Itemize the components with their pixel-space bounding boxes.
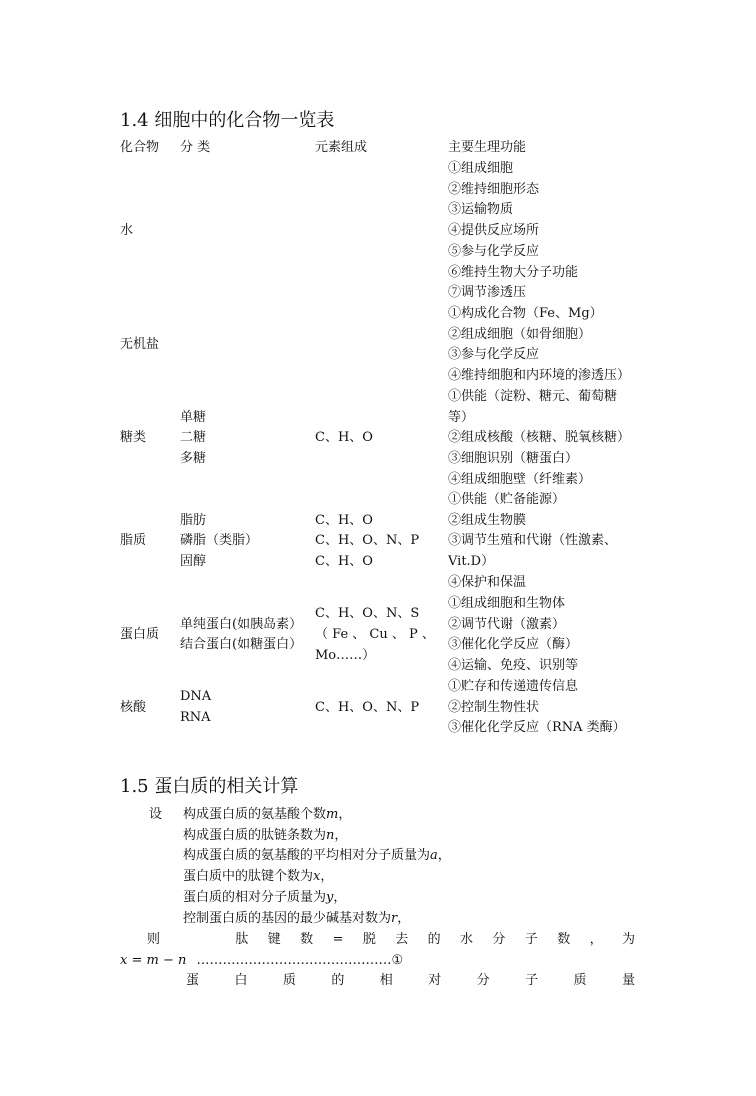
definition-text: 构成蛋白质的肽链条数为 bbox=[183, 828, 327, 843]
variable-definition bbox=[183, 869, 333, 885]
sentence-char: 水 bbox=[460, 932, 474, 947]
category-item: 结合蛋白(如糖蛋白） bbox=[180, 637, 303, 652]
function-item: Vit.D） bbox=[448, 554, 495, 569]
sentence-char: 脱 bbox=[362, 932, 376, 947]
function-item: ④维持细胞和内环境的渗透压） bbox=[448, 368, 631, 383]
category-item: 磷脂（类脂） bbox=[180, 533, 259, 548]
sentence-char: 子 bbox=[524, 932, 538, 947]
category-item: 固醇 bbox=[180, 554, 207, 569]
sentence-char: 质 bbox=[282, 973, 296, 988]
sentence-char: ， bbox=[589, 932, 603, 947]
sentence-char: 相 bbox=[379, 973, 393, 988]
definition-text: 构成蛋白质的氨基酸个数 bbox=[183, 807, 327, 822]
category-item: RNA bbox=[180, 710, 211, 725]
header-functions: 主要生理功能 bbox=[448, 140, 527, 155]
formula bbox=[120, 953, 403, 969]
category-item: DNA bbox=[180, 689, 212, 704]
variable-symbol: x bbox=[313, 869, 321, 884]
function-item: ①构成化合物（Fe、Mg） bbox=[448, 306, 603, 321]
category-item: 二糖 bbox=[180, 430, 207, 445]
function-item: ①供能（贮备能源） bbox=[448, 492, 566, 507]
formula-expression: x = m − n bbox=[120, 953, 187, 968]
compound-name: 水 bbox=[120, 223, 134, 238]
category-item: 脂肪 bbox=[180, 513, 207, 528]
compound-name: 脂质 bbox=[120, 533, 147, 548]
variable-definition bbox=[183, 848, 451, 864]
punctuation: ， bbox=[333, 890, 347, 905]
element-composition: C、H、O、N、P bbox=[315, 700, 420, 715]
compound-name: 糖类 bbox=[120, 430, 147, 445]
molecular-weight-sentence bbox=[186, 973, 635, 989]
sentence-char: 的 bbox=[331, 973, 345, 988]
function-item: ⑦调节渗透压 bbox=[448, 285, 527, 300]
variable-definition bbox=[183, 807, 351, 823]
function-item: 等） bbox=[448, 410, 475, 425]
function-item: ④提供反应场所 bbox=[448, 223, 540, 238]
sentence-char: 去 bbox=[395, 932, 409, 947]
compound-name: 核酸 bbox=[120, 700, 147, 715]
function-item: ③参与化学反应 bbox=[448, 347, 540, 362]
sentence-char: 分 bbox=[476, 973, 490, 988]
element-composition: Mo……） bbox=[315, 648, 376, 663]
function-item: ①组成细胞和生物体 bbox=[448, 596, 566, 611]
category-item: 单纯蛋白(如胰岛素） bbox=[180, 617, 303, 632]
function-item: ②控制生物性状 bbox=[448, 700, 540, 715]
sentence-char: 质 bbox=[573, 973, 587, 988]
variable-definition bbox=[183, 828, 347, 844]
function-item: ⑤参与化学反应 bbox=[448, 244, 540, 259]
sentence-char: 分 bbox=[492, 932, 506, 947]
punctuation: ， bbox=[338, 807, 352, 822]
sentence-char: 白 bbox=[234, 973, 248, 988]
sentence-char: 键 bbox=[267, 932, 281, 947]
header-category: 分 类 bbox=[180, 140, 211, 155]
element-composition: C、H、O bbox=[315, 513, 373, 528]
category-item: 多糖 bbox=[180, 451, 207, 466]
sentence-char: 肽 bbox=[235, 932, 249, 947]
sentence-char: 量 bbox=[621, 973, 635, 988]
compound-name: 蛋白质 bbox=[120, 627, 160, 642]
element-composition: C、H、O bbox=[315, 554, 373, 569]
sentence-char: 的 bbox=[427, 932, 441, 947]
header-compound: 化合物 bbox=[120, 140, 160, 155]
element-composition: C、H、O bbox=[315, 430, 373, 445]
function-item: ①组成细胞 bbox=[448, 161, 514, 176]
compound-name: 无机盐 bbox=[120, 337, 160, 352]
element-composition: C、H、O、N、S bbox=[315, 606, 420, 621]
formula-leader: ………………………………………① bbox=[196, 953, 404, 968]
function-item: ③催化化学反应（酶） bbox=[448, 637, 579, 652]
function-item: ③细胞识别（糖蛋白） bbox=[448, 451, 579, 466]
definition-text: 构成蛋白质的氨基酸的平均相对分子质量为 bbox=[183, 848, 431, 863]
function-item: ③调节生殖和代谢（性激素、 bbox=[448, 533, 618, 548]
definition-text: 蛋白质中的肽键个数为 bbox=[183, 869, 314, 884]
function-item: ②组成细胞（如骨细胞） bbox=[448, 327, 592, 342]
sentence-char: 数 bbox=[557, 932, 571, 947]
definition-text: 控制蛋白质的基因的最少碱基对数为 bbox=[183, 911, 392, 926]
variable-definition bbox=[183, 911, 410, 927]
element-composition: C、H、O、N、P bbox=[315, 533, 420, 548]
punctuation: ， bbox=[397, 911, 411, 926]
variable-symbol: r bbox=[391, 911, 398, 926]
punctuation: ， bbox=[334, 828, 348, 843]
function-item: ③运输物质 bbox=[448, 202, 514, 217]
punctuation: ， bbox=[320, 869, 334, 884]
let-label: 设 bbox=[149, 807, 163, 822]
function-item: ④组成细胞壁（纤维素） bbox=[448, 472, 592, 487]
sentence-char: 则 bbox=[147, 932, 161, 947]
sentence-char: 数 bbox=[300, 932, 314, 947]
function-item: ①供能（淀粉、糖元、葡萄糖 bbox=[448, 389, 618, 404]
function-item: ⑥维持生物大分子功能 bbox=[448, 265, 579, 280]
sentence-char: 蛋 bbox=[186, 973, 200, 988]
header-elements: 元素组成 bbox=[315, 140, 368, 155]
category-item: 单糖 bbox=[180, 410, 207, 425]
section-title-1-4: 1.4 细胞中的化合物一览表 bbox=[120, 110, 335, 131]
element-composition: （ Fe 、 Cu 、 P 、 bbox=[315, 627, 435, 642]
definition-text: 蛋白质的相对分子质量为 bbox=[183, 890, 327, 905]
section-title-1-5: 1.5 蛋白质的相关计算 bbox=[120, 776, 299, 797]
variable-symbol: n bbox=[326, 828, 335, 843]
function-item: ④运输、免疫、识别等 bbox=[448, 658, 579, 673]
sentence-char: 子 bbox=[525, 973, 539, 988]
function-item: ②组成核酸（核糖、脱氧核糖） bbox=[448, 430, 631, 445]
relation-sentence bbox=[147, 932, 635, 948]
function-item: ④保护和保温 bbox=[448, 575, 527, 590]
function-item: ①贮存和传递遗传信息 bbox=[448, 679, 579, 694]
function-item: ②组成生物膜 bbox=[448, 513, 527, 528]
sentence-char: 为 bbox=[621, 932, 635, 947]
punctuation: ， bbox=[437, 848, 451, 863]
function-item: ③催化化学反应（RNA 类酶） bbox=[448, 720, 626, 735]
variable-symbol: a bbox=[430, 848, 438, 863]
sentence-char: = bbox=[332, 932, 344, 947]
variable-symbol: m bbox=[326, 807, 339, 822]
function-item: ②调节代谢（激素） bbox=[448, 617, 566, 632]
function-item: ②维持细胞形态 bbox=[448, 182, 540, 197]
sentence-char: 对 bbox=[428, 973, 442, 988]
variable-symbol: y bbox=[326, 890, 334, 905]
variable-definition bbox=[183, 890, 346, 906]
